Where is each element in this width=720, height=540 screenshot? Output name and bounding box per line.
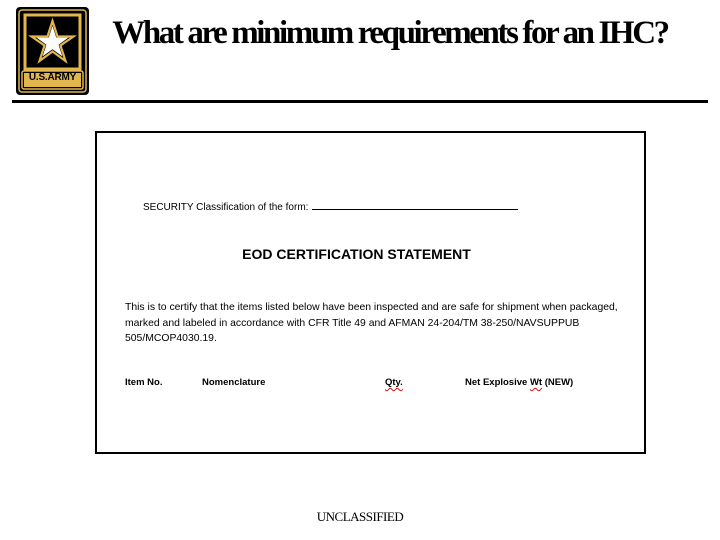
certification-statement: This is to certify that the items listed below have been inspected and are safe for shipment when packaged, marked and labeled in accordance with CFR Title 49 and AFMAN 24-204/TM 38-250/NAVSUPPUB 505/MCOP4030.19. (125, 302, 618, 344)
security-classification-label: SECURITY Classification of the form: (143, 202, 309, 213)
logo-caption: U.S.ARMY (28, 72, 77, 83)
form-image-panel (95, 131, 646, 454)
slide-title: What are minimum requirements for an IHC? (112, 15, 668, 51)
title-divider (12, 100, 708, 103)
column-header-qty: Qty. (385, 377, 403, 388)
column-header-net-explosive-wt (465, 377, 573, 389)
column-header-nomenclature: Nomenclature (202, 377, 266, 388)
net-explosive-prefix: Net Explosive (465, 377, 530, 388)
classification-marking: UNCLASSIFIED (316, 509, 404, 524)
security-classification-line (143, 200, 518, 214)
column-header-item-no: Item No. (125, 377, 163, 388)
security-classification-blank (312, 200, 518, 210)
army-logo (16, 7, 89, 95)
certification-heading: EOD CERTIFICATION STATEMENT (242, 246, 471, 262)
net-explosive-suffix: (NEW) (542, 377, 574, 388)
net-explosive-wt: Wt (529, 377, 543, 388)
